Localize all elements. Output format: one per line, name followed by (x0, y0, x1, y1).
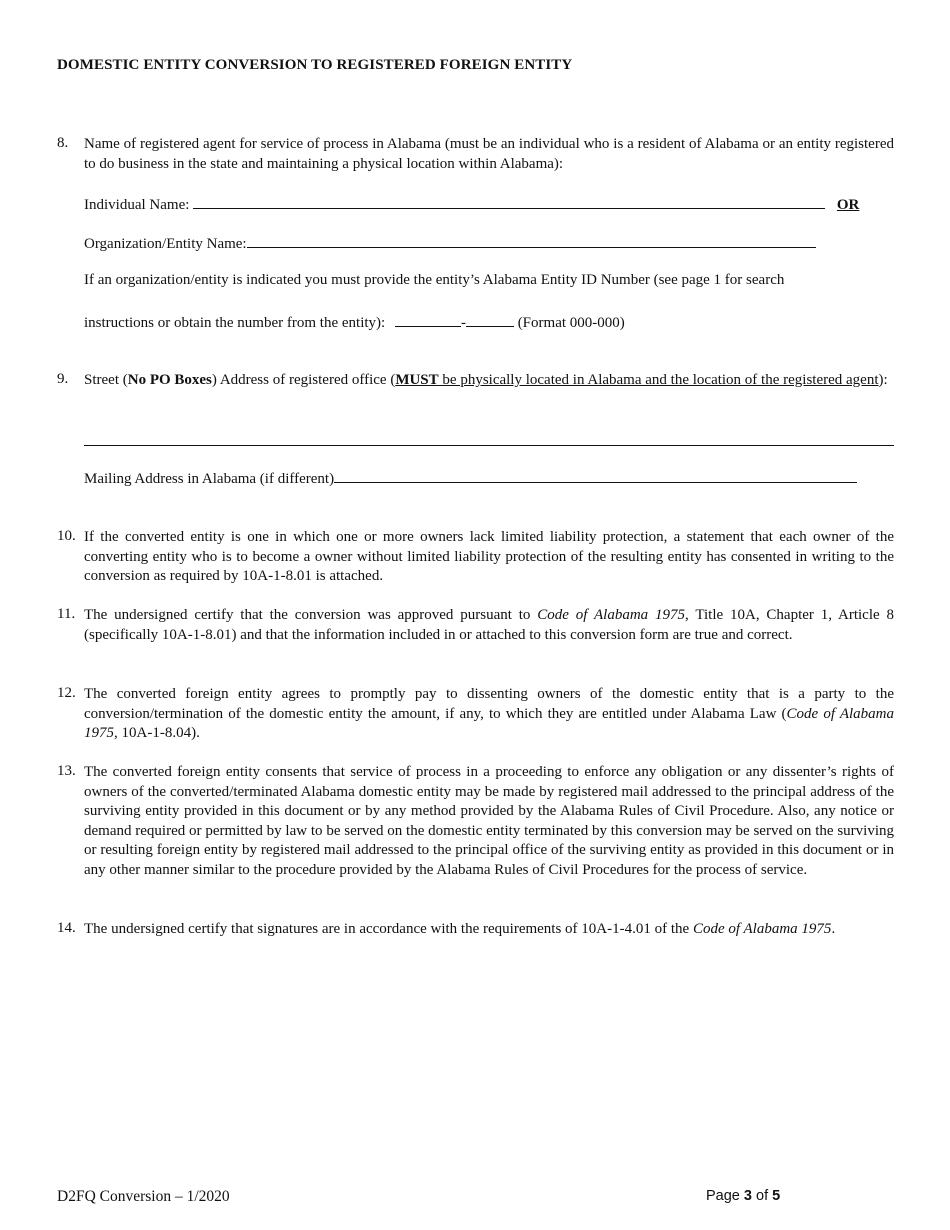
individual-name-field[interactable] (193, 194, 825, 209)
item-12-post: , 10A-1-8.04). (114, 725, 200, 741)
mailing-address-label: Mailing Address in Alabama (if different) (84, 471, 335, 487)
item-11 (57, 606, 894, 645)
code-citation: Code of Alabama 1975 (537, 607, 686, 623)
street-address-field[interactable] (84, 445, 894, 446)
entity-id-part1-field[interactable] (395, 312, 461, 327)
page-indicator (706, 1188, 780, 1204)
item-14-post: . (831, 921, 836, 937)
must-tail: be physically located in Alabama and the location of the registered agent (438, 372, 879, 388)
code-citation: Code of Alabama 1975 (84, 705, 894, 741)
organization-name-field[interactable] (247, 233, 816, 248)
item-8 (57, 135, 894, 174)
or-label: OR (836, 197, 860, 213)
item-number: 14. (57, 920, 76, 936)
must-word: MUST (395, 372, 439, 388)
no-po-boxes: No PO Boxes (127, 372, 212, 388)
entity-id-dash: - (460, 315, 466, 331)
item-10-text: If the converted entity is one in which one or more owners lack limited liability protection, a statement that each owner of the converting entity who is to become a owner without limited liability protection of the resulting entity has consented in writing to the conversion as required by 10A-1-8.01 is attached. (84, 529, 894, 584)
item-number: 13. (57, 763, 76, 779)
item-8-text: Name of registered agent for service of process in Alabama (must be an individual who is a resident of Alabama or an entity registered to do business in the state and maintaining a physical location within Alabama): (84, 136, 894, 172)
entity-id-part2-field[interactable] (466, 312, 514, 327)
item-number: 12. (57, 685, 76, 701)
item-14-text (84, 920, 894, 940)
page-word: Page (706, 1188, 744, 1204)
item-12-pre: The converted foreign entity agrees to promptly pay to dissenting owners of the domestic entity that is a party to the conversion/termination of the domestic entity the amount, if any, to which they are entitled under Alabama Law ( (84, 686, 894, 722)
item-12 (57, 685, 894, 744)
organization-name-label: Organization/Entity Name: (84, 236, 247, 252)
mailing-address-row (84, 468, 894, 488)
must-phrase (395, 372, 878, 388)
item-10 (57, 528, 894, 587)
individual-name-label: Individual Name: (84, 197, 190, 213)
item-11-post: , Title 10A, Chapter 1, Article 8 (specifically 10A-1-8.01) and that the information included in or attached to this conversion form are true and correct. (84, 607, 894, 643)
item-14 (57, 920, 894, 940)
organization-name-row (84, 233, 816, 253)
individual-name-row (84, 194, 894, 214)
item-number: 8. (57, 135, 69, 151)
footer-form-id: D2FQ Conversion – 1/2020 (57, 1188, 230, 1205)
page-total: 5 (772, 1188, 781, 1204)
address-text: ) Address of registered office ( (211, 372, 396, 388)
item-13 (57, 763, 894, 880)
code-citation: Code of Alabama 1975 (692, 921, 832, 937)
of-word: of (751, 1188, 773, 1204)
item-11-pre: The undersigned certify that the conversion was approved pursuant to (84, 607, 538, 623)
item-number: 10. (57, 528, 76, 544)
item-number: 9. (57, 371, 69, 387)
entity-id-label: instructions or obtain the number from the entity): (84, 315, 386, 331)
close-paren: ): (878, 372, 888, 388)
item-13-text: The converted foreign entity consents that service of process in a proceeding to enforce any obligation or any dissenter’s rights of owners of the converted/terminated Alabama domestic entity may be made by registered mail addressed to the principal address of the surviving entity provided in this document or by any method provided by the Alabama Rules of Civil Procedure. Also, any notice or demand required or permitted by law to be served on the domestic entity terminated by this conversion may be served on the surviving or resulting foreign entity by registered mail addressed to the principal office of the surviving entity as provided in this document or in any other manner similar to the procedure provided by the Alabama Rules of Civil Procedures for the process of service. (84, 764, 894, 878)
entity-id-instruction: If an organization/entity is indicated you must provide the entity’s Alabama Entity ID Number (see page 1 for search (84, 272, 785, 288)
entity-id-row (84, 312, 625, 332)
mailing-address-field[interactable] (334, 468, 857, 483)
item-14-pre: The undersigned certify that signatures are in accordance with the requirements of 10A-1-4.01 of the (84, 921, 693, 937)
item-number: 11. (57, 606, 76, 622)
item-9 (57, 371, 894, 391)
item-9-text (84, 371, 894, 391)
page-number: 3 (743, 1188, 752, 1204)
item-11-text (84, 606, 894, 645)
street-text: Street ( (84, 372, 128, 388)
item-12-text (84, 685, 894, 744)
page-title: DOMESTIC ENTITY CONVERSION TO REGISTERED FOREIGN ENTITY (57, 57, 573, 73)
entity-id-format: (Format 000-000) (517, 315, 625, 331)
